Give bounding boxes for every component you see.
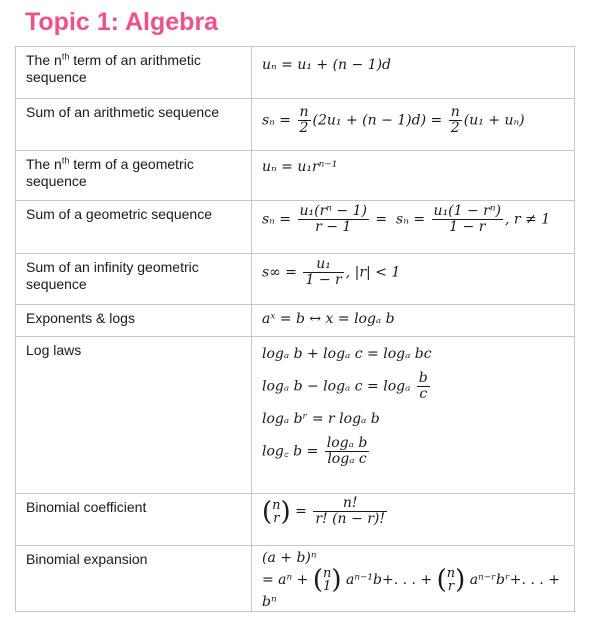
table-row — [16, 254, 575, 305]
table-row — [16, 305, 575, 337]
table-row — [16, 546, 575, 612]
table-row — [16, 47, 575, 99]
formula-arith-nth: uₙ = u₁ + (n − 1)d — [252, 47, 575, 99]
formula-geo-sum: sₙ = $\frac{\text{u₁(rⁿ − 1)}}{r - 1}$ = sₙ = $\frac{\text{u₁(1 − rⁿ)}}{1 - r}$ , r ≠ 1 — [252, 201, 575, 254]
formula-log-laws: logₐ b + logₐ c = logₐ bc logₐ b − logₐ c = logₐ $\frac{b}{c}$ logₐ bʳ = r logₐ b log꜀ b = $\frac{\text{logₐ b}}{\text{logₐ c}}$ — [252, 337, 575, 494]
formula-table — [15, 46, 575, 612]
row-label-arith-sum: Sum of an arithmetic sequence — [16, 99, 252, 151]
formula-geo-nth: uₙ = u₁rⁿ⁻¹ — [252, 151, 575, 201]
table-row — [16, 151, 575, 201]
row-label-geo-nth: The $n^{th}$ term of a geometric sequence — [16, 151, 252, 201]
page-title: Topic 1: Algebra — [25, 8, 219, 36]
formula-binom-coef: (n r) = $\frac{n!}{r! (n - r)!}$ — [252, 494, 575, 546]
formula-binom-exp: (a + b)ⁿ = aⁿ + (n 1) aⁿ⁻¹b+. . . + (n r) aⁿ⁻ʳbʳ+. . . + bⁿ — [252, 546, 575, 612]
row-label-arith-nth: The $n^{th}$ term of an arithmetic sequence — [16, 47, 252, 99]
row-label-log-laws: Log laws — [16, 337, 252, 494]
table-row — [16, 99, 575, 151]
row-label-binom-coef: Binomial coefficient — [16, 494, 252, 546]
row-label-binom-exp: Binomial expansion — [16, 546, 252, 612]
row-label-exp-log: Exponents & logs — [16, 305, 252, 337]
row-label-geo-sum: Sum of a geometric sequence — [16, 201, 252, 254]
table-row — [16, 337, 575, 494]
formula-inf-sum: s∞ = $\frac{\text{u₁}}{1 - r}$ , |r| < 1 — [252, 254, 575, 305]
table-row — [16, 494, 575, 546]
formula-arith-sum: sₙ = $\frac{n}{2}$ (2u₁ + (n − 1)d) = $\frac{n}{2}$ (u₁ + uₙ) — [252, 99, 575, 151]
row-label-inf-sum: Sum of an infinity geometric sequence — [16, 254, 252, 305]
formula-exp-log: aˣ = b ↔ x = logₐ b — [252, 305, 575, 337]
table-row — [16, 201, 575, 254]
